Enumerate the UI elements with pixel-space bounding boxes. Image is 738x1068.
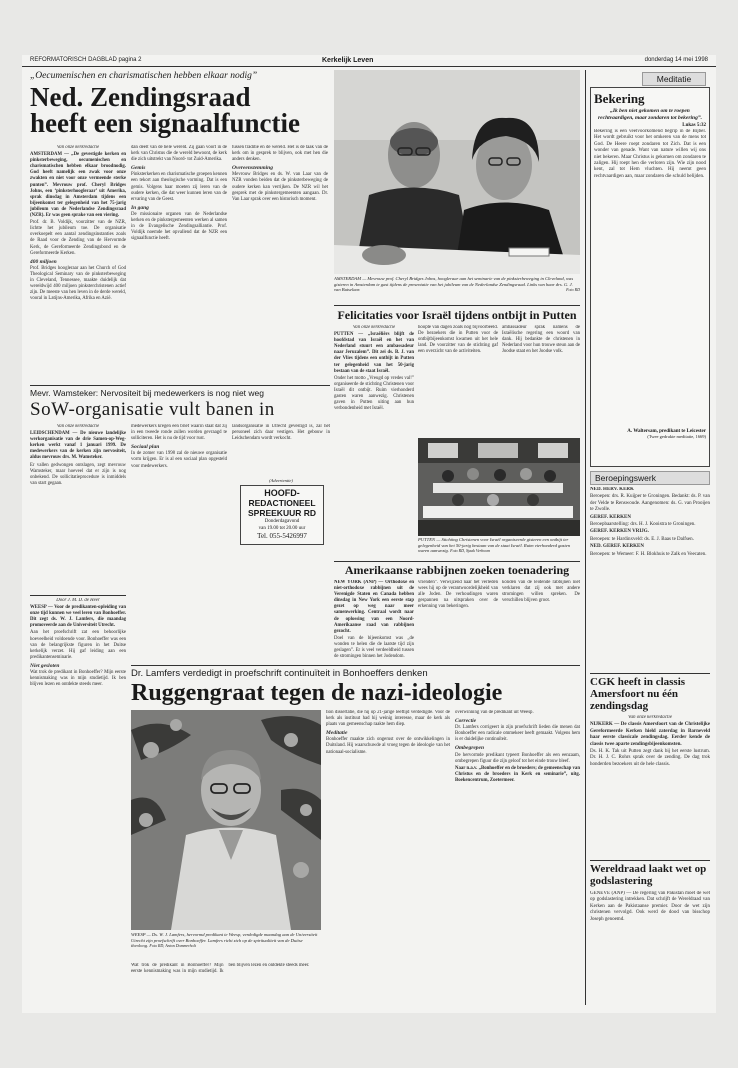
art3-col2 (131, 424, 227, 584)
art2-body: Onder het motto „Vreugd op vredes val!” organiseerde de stichting Christenen voor Israël dit ontbijt. Ruim vierhonderd gasten waren aanwezig. Christenen gaven in Putten uiting aan hun verbondenheid met Israël. (334, 375, 414, 412)
wereldraad-headline: Wereldraad laakt wet op godslastering (590, 863, 707, 887)
art3-col1 (30, 424, 126, 584)
art5-photo-caption (131, 932, 321, 962)
art2-col3 (502, 325, 580, 435)
ber3-head: GEREF. KERKEN VRIJG. (590, 529, 649, 535)
art5-col2-text: tion dissertatie, die hij op 21-jarige leeftijd verdedigde. Voor de kerk als instituut had hij weinig interesse, maar de kerk als plaats van gemeenschap raakte hem diep. (326, 710, 450, 728)
art2-col2 (418, 325, 498, 435)
art1-headline-line1: Ned. Zendingsraad (30, 82, 251, 112)
art3-byline: Van onze kerkredactie (56, 424, 100, 429)
art4-col1 (334, 580, 414, 660)
cgk-body: Ds. H. K. Tak uit Putten zegt dank bij het eerste lustrum. Dr. H. J. C. Rohrs sprak over de zending. De dag trok honderden bezoekers uit de hele classis. (590, 749, 710, 767)
ber2-head: GEREF. KERKEN (590, 514, 631, 520)
art5-col3-text: overwinning van de predikant uit Weesp. (455, 710, 534, 715)
ad-line1: HOOFD- (264, 488, 300, 498)
ber1-head: NED. HERV. KERK (590, 487, 634, 492)
art1-col1 (30, 145, 126, 375)
breakfast-photo (418, 438, 580, 536)
art4-col2-text: vrienden”. Verwijzend naar het verleden wees hij op de verantwoordelijkheid van alle Joden. De verhoudingen waren gespannen na uitspraken over de erkenning van bekeringen. (418, 580, 498, 610)
beroepingswerk-list (590, 487, 710, 667)
art3-col3-text: landsorganisatie in Utrecht gevestigd is, zal het personeel zich daar vestigen. Het gebouw in Leidschendam wordt verkocht. (232, 424, 330, 442)
art4-body: Doel van de bijeenkomst was „de wonden te helen die de laatste tijd zijn geslagen”. Er is veel verdeeldheid tussen de stromingen binnen het Jodendom. (334, 635, 414, 660)
beroepingswerk-heading: Beroepingswerk (590, 471, 710, 485)
ad-tag: (Advertentie) (269, 478, 293, 483)
art1-col2 (131, 145, 227, 375)
art1-sub4: Overeenstemming (232, 165, 273, 172)
divider (334, 305, 580, 306)
art1-lead: AMSTERDAM — „De gevestigde kerken en pinksterbeweging, oecumenischen en charismatischen hebben elkaar broodnodig. God heeft namelijk een zwak voor onze zwakten en niet voor onze vermeende sterke punten”. Mevrouw prof. Cheryl Bridges Johns, een ‘pinksterhoogleraar’ uit Amerika, sprak dinsdag in Amsterdam tijdens een bijeenkomst ter gelegenheid van het 75-jarig jubileum van de Nederlandse Zendingsraad (NZR). Er was geen sprake van een viering. (30, 152, 126, 219)
art5-photo (131, 710, 321, 930)
art1-body2: Prof. Bridges hoogleraar aan het Church of God Theological Seminary van de pinksterbeweging in Cleveland, Tennessee, maakte duidelijk dat wereldwijd 400 miljoen pinksterchristenen actief zijn. De meeste van hen leven in de derde wereld, vooral in Latijns-Amerika, Afrika en Azië. (30, 265, 126, 302)
meditation-source: (Twee gedrukte meditatie, 1669) (647, 434, 706, 439)
art5-body2: Wat trok de predikant in Bonhoeffer? Mijn eerste kennismaking was in mijn studietijd. Ik ben blijven lezen en ontdekte steeds meer. (30, 670, 126, 688)
section-title: Kerkelijk Leven (322, 57, 374, 64)
ad-phone: Tel. 055-5426997 (257, 532, 307, 540)
art5-headline: Ruggengraat tegen de nazi-ideologie (131, 680, 503, 706)
art3-headline: SoW-organisatie vult banen in (30, 399, 275, 420)
art4-headline: Amerikaanse rabbijnen zoeken toenadering (344, 563, 570, 577)
art3-col3 (232, 424, 330, 474)
art3-kicker: Mevr. Wamsteker: Nervositeit bij medewerkers is nog niet weg (30, 388, 264, 398)
ber4-body: Beroepen: te Wemeer: F. H. Blokhuis te Zalk en Veecaten. (590, 551, 707, 557)
newspaper-page (22, 55, 716, 1013)
cgk-byline: Van onze kerkredactie (628, 715, 672, 720)
art1-col2b: Pinksterkerken en charismatische groepen kennen een tekort aan theologische vorming. Dat is een gemis. Volgens haar moeten zij leren van de oudere kerken, die dat weer kunnen leren van de ervaring van de Geest. (131, 172, 227, 202)
art1-col3-text: tussen traditie en de wereld. Het is de taak van de kerk om in gesprek te blijven, ook met hen die anders denken. (232, 145, 328, 163)
art5-info: Naar n.a.v. „Bonhoeffer en de broeders; de gemeenschap van Christus en de broeders in Kerk en seminarie”, uitg. Boekencentrum, Zoetermeer. (455, 765, 580, 783)
art2-byline: Van onze kerkredactie (352, 325, 396, 330)
art2-photo-caption (418, 537, 580, 559)
sidebar-divider (585, 70, 586, 1005)
art4-col3-text: konden van de leidende rabbijnen niet verklaren dat zij ook met andere stromingen willen spreken. De verschillen blijven groot. (502, 580, 580, 604)
art5-sub2: Meditatie (326, 730, 348, 737)
art5-photo-credit: Foto RD, Anton Dommerholt (149, 943, 196, 949)
ad-line3: SPREEKUUR RD (247, 508, 316, 518)
wereldraad-article (590, 891, 710, 1003)
art2-col3-text: ambassadeur sprak namens de Israëlische regering een woord van dank. Hij bedankte de christenen in Nederland voor hun trouwe steun aan de Joodse staat en het Joodse volk. (502, 325, 580, 355)
art1-photo-caption (334, 276, 580, 304)
header-left: REFORMATORISCH DAGBLAD pagina 2 (30, 57, 142, 63)
art5-body: Aan het proefschrift zat een behoorlijke hoeveelheid voldoende voor. Bonhoeffer was een van de belangrijkste figuren in het Duitse kerkelijk verzet. Hij gaf leiding aan een predikantenseminarie. (30, 630, 126, 660)
cgk-lead: NIJKERK — De classis Amersfoort van de Christelijke Gereformeerde Kerken hield zaterdag in Barneveld haar eerste classicale zendingsdag. Eerder kende de classis twee aparte zendingsbijeenkomsten. (590, 722, 710, 747)
meditation-quote: „Ik ben niet gekomen om te roepen rechtvaardigen, maar zondaren tot bekering”. (598, 108, 702, 121)
ber2-body: Beroepbaarstelling: drs. H. J. Kooistra te Groningen. (590, 522, 696, 528)
art5-caption-text: WEESP — Ds. W. J. Lamfers, hervormd predikant te Weesp, verdedigde maandag aan de Universiteit Utrecht zijn proefschrift over Bonhoeffer. Lamfers richt zich op de spiritualiteit van de Duitse theoloog. (131, 932, 318, 949)
divider (30, 385, 330, 386)
cgk-article (590, 715, 710, 855)
header-date: donderdag 14 mei 1998 (644, 57, 708, 63)
art5-photo-copy (131, 963, 321, 1003)
art1-headline (30, 84, 340, 136)
art1-sub3: In gang (131, 204, 149, 211)
art3-col2-text: medewerkers kregen een brief waarin staat dat zij in een tweede ronde zullen worden gevraagd te solliciteren. Het is nu de tijd voor rust. (131, 424, 227, 442)
art5-col3 (455, 710, 580, 1003)
ber3-body: Beroepen: te Hardinxveld: ds. E. J. Baas te Dalfsen. (590, 536, 694, 542)
meditation-body: Bekering is een veelvoorkomend begrip in de Bijbel. Het wordt gebruikt voor het omkeren van de mens tot God. De Heere roept zondaren tot Zich. Dat is een wonder van genade. Want van nature willen wij ons niet bekeren. Maar Christus is gekomen om zondaren te zaligen. Hij roept hen die verloren zijn. Wie zijn nood kent, zal tot Hem vluchten. Hij neemt geen rechtvaardigen aan, maar zondaren die schuld belijden. (594, 129, 706, 179)
meditation-reference: Lukas 5:32 (682, 123, 706, 128)
jubilee-photo (334, 70, 580, 274)
ad-line4: Donderdagavond (264, 519, 300, 524)
art5-sub4: Ombegrepen (455, 745, 485, 752)
art5-col2 (326, 710, 450, 1003)
editor-hours-ad (240, 485, 324, 545)
ad-line5: van 19.00 tot 20.00 uur (258, 526, 306, 531)
ber1-body: Beroepen: drs. R. Kuijper te Groningen. Bedankt: ds. P. van der Velde te Renswoude. Aangenomen: ds. G. van Prooijen te Zwolle. (590, 494, 710, 513)
art1-caption-text: AMSTERDAM — Mevrouw prof. Cheryl Bridges Johns, hoogleraar aan het seminarie van de pinksterbeweging in Cleveland, was gisteren in Amsterdam te gast tijdens de presentatie van het jubileum van de Nederlandse Zendingsraad. Links van haar drs. G. J. van Butselaar. (334, 276, 574, 293)
art1-sub1: 400 miljoen (30, 258, 57, 265)
art2-lead: PUTTEN — „Israëliërs blijft de hoofdstad van Israël en het van Nederland stuurt een ambassadeur naar Jeruzalem”. Dit zei ds. B. J. van der Vlies tijdens een ontbijt in Putten ter gelegenheid van het 50-jarig bestaan van de staat Israël. (334, 332, 414, 374)
art5-sub: Niet gesloten (30, 662, 60, 669)
wereldraad-body: GENEVE (ANP) — De regering van Pakistan moet de wet op godslastering intrekken. Dat schrijft de Wereldraad van Kerken aan de Pakistaanse premier. Door de wet zijn christenen vervolgd. Ook werd de dood van bisschop Joseph genoemd. (590, 891, 710, 922)
art1-headline-line2: heeft een signaalfunctie (30, 108, 300, 138)
art1-body1: Prof. dr. B. Voldijk, voorzitter van de NZR, lichtte het jubileum toe. De organisatie overkoepelt een aantal zendingsinstanties zoals de Raad voor de Zending van de Hervormde Kerk, de Gereformeerde Zendingsbond en de Gereformeerde Kerken. (30, 220, 126, 256)
art3-col2b: In de zomer van 1998 zal de nieuwe organisatie vorm krijgen. Er is al een sociaal plan opgesteld voor medewerkers. (131, 451, 227, 469)
art1-col3b: Mevrouw Bridges en ds. W. van Laar van de NZR vonden beiden dat de pinksterbeweging de oudere kerken kan verrijken. De NZR wil het gesprek met de pinkstergemeenten aangaan. Dr. Van Laar sprak over een historisch moment. (232, 172, 328, 202)
art1-col2-text: dan deelt van de hele wereld. Zij gaan voort in de kerk van Christus die de wereld bewoont, de kerk die zich uitstrekt van Noord- tot Zuid-Amerika. (131, 145, 227, 163)
divider (334, 561, 580, 562)
meditation-box (590, 87, 710, 467)
meditatie-heading: Meditatie (642, 72, 706, 86)
divider (30, 595, 126, 596)
art2-photo-credit: Foto RD, Sjaak Verboom (450, 548, 491, 554)
meditation-title: Bekering (594, 91, 645, 106)
art5-kicker: Dr. Lamfers verdedigt in proefschrift continuïteit in Bonhoeffers denken (131, 668, 428, 679)
art5-col3b: Dr. Lamfers corrigeert in zijn proefschrift lieden die menen dat Bonhoeffer een radicale ommekeer heeft gemaakt. Volgens hem is er duidelijke continuïteit. (455, 725, 580, 743)
cgk-headline: CGK heeft in classis Amersfoort nu één zendingsdag (590, 676, 686, 712)
art2-headline: Felicitaties voor Israël tijdens ontbijt in Putten (337, 308, 577, 322)
art1-sub2: Gemis (131, 165, 146, 172)
ber4-head: NED. GEREF. KERKEN (590, 544, 644, 550)
art5-sub3: Correctie (455, 718, 477, 725)
art3-lead: LEIDSCHENDAM — De nieuwe landelijke werkorganisatie van de drie Samen-op-Weg-kerken werkt vanaf 1 januari 1999. De medewerkers van de kerken zijn nervositeit, aldus mevrouw drs. M. Wamsteker. (30, 431, 126, 461)
art1-col2c: De missionaire organen van de Nederlandse kerken en de pinkstergemeenten werken al samen in de Evangelische Zendingsalliantie. Prof. Voldijk noemde het opvallend dat de NZR een signaalfunctie heeft. (131, 211, 227, 242)
meditation-author: A. Waltersam, predikant te Leicester (627, 429, 706, 434)
art1-kicker: „Oecumenischen en charismatischen hebben elkaar nodig” (30, 71, 258, 81)
art2-photo (418, 438, 580, 536)
art5-continued: Wat trok de predikant in Bonhoeffer? Mijn eerste kennismaking was in mijn studietijd. Ik ben blijven lezen en ontdekte steeds meer. (131, 963, 310, 975)
art3-body: Er vallen gedwongen ontslagen, zegt mevrouw Wamsteker, maar hoeveel dat er zijn is nog onbekend. De sollicitatieprocedure is inmiddels van start gegaan. (30, 462, 126, 486)
art2-caption-text: PUTTEN — Stichting Christenen voor Israël organiseerde gisteren een ontbijt ter gelegenheid van het 50-jarig bestaan van de staat Israël. Ruim vierhonderd gasten waren aanwezig. (418, 537, 571, 554)
ad-line2: REDACTIONEEL (248, 498, 316, 508)
art1-col3 (232, 145, 328, 375)
page-header (22, 55, 716, 67)
art5-col1 (30, 598, 126, 1003)
art4-lead: NEW YORK (ANP) — Orthodoxe en niet-orthodoxe rabbijnen uit de Verenigde Staten en Canada hebben dinsdag in New York een eerste stap gezet op weg naar meer samenwerking. Centraal wordt naar de oplossing van een Noord-Amerikaanse raad van rabbijnen gezocht. (334, 580, 414, 634)
art1-photo (334, 70, 580, 274)
divider (590, 673, 710, 674)
art4-col3 (502, 580, 580, 660)
art2-col1 (334, 325, 414, 435)
portrait-photo (131, 710, 321, 930)
art3-sub: Sociaal plan (131, 444, 160, 451)
art5-lead: WEESP — Voor de predikanten-opleiding van onze tijd kunnen we veel leren van Bonhoeffer. Dit zegt ds. W. J. Lamfers, die maandag promoveerde aan de Universiteit Utrecht. (30, 605, 126, 629)
art1-byline: Van onze kerkredactie (56, 145, 100, 150)
art5-byline: Door J. M. D. de Heer (56, 598, 100, 603)
art2-col2-text: hoopte van dagen zoals nog bijvoorbeeld. De bezoekers die in Putten voor de ontbijtbijeenkomst kwamen uit het hele land. De voorzitter van de stichting gaf een overzicht van de activiteiten. (418, 325, 498, 355)
divider (590, 860, 710, 861)
divider (131, 665, 580, 666)
art4-col2 (418, 580, 498, 660)
art5-col2b: Bonhoeffer maakte zich ongerust over de ontwikkelingen in Duitsland. Hij waarschuwde al vroeg tegen de ideologie van het nationaal-socialisme. (326, 737, 450, 755)
art1-photo-credit: Foto RD (566, 287, 580, 293)
art5-col3c: De hervormde predikant typeert Bonhoeffer als een eenzaam, ombegrepen figuur die zijn geloof tot het einde trouw bleef. (455, 752, 580, 764)
